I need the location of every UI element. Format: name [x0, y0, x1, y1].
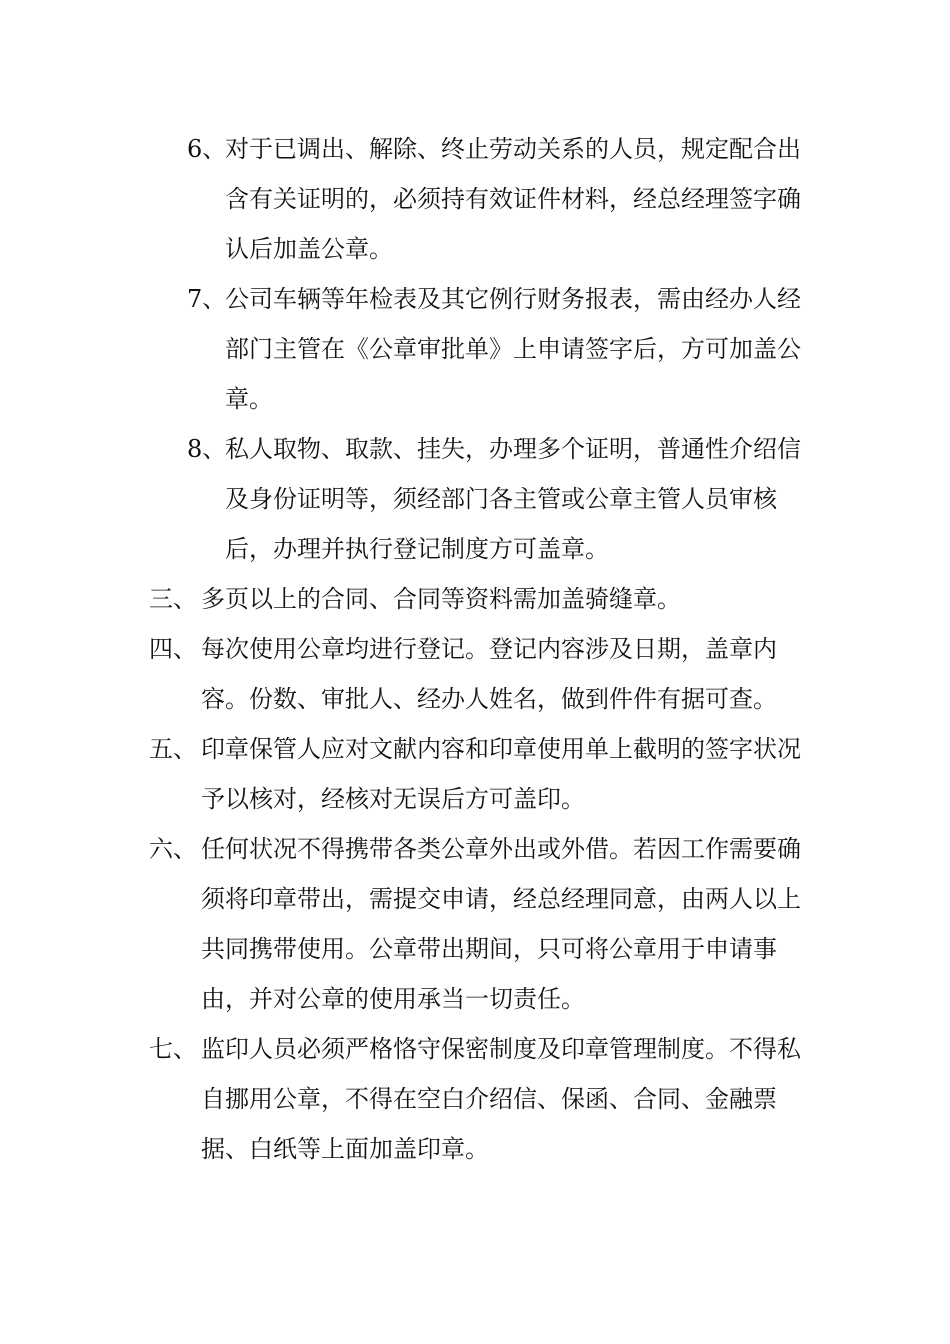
section-text: 任何状况不得携带各类公章外出或外借。若因工作需要确须将印章带出，需提交申请，经总经理同意，由两人以上共同携带使用。公章带出期间，只可将公章用于申请事由，并对公章的使用承当一切责任。 — [201, 835, 801, 1013]
section-item — [149, 624, 807, 724]
section-text: 每次使用公章均进行登记。登记内容涉及日期，盖章内容。份数、审批人、经办人姓名，做到件件有据可查。 — [201, 635, 777, 713]
section-item — [149, 1024, 807, 1174]
section-text: 多页以上的合同、合同等资料需加盖骑缝章。 — [201, 585, 681, 613]
document-body — [0, 124, 950, 1174]
section-text: 印章保管人应对文献内容和印章使用单上截明的签字状况予以核对，经核对无误后方可盖印。 — [201, 735, 801, 813]
item-number: 7、 — [187, 285, 227, 313]
item-number: 8、 — [187, 435, 227, 463]
list-item — [187, 424, 807, 574]
section-number: 三、 — [149, 585, 197, 613]
section-number: 四、 — [149, 635, 197, 663]
section-item — [149, 824, 807, 1024]
section-number: 六、 — [149, 835, 197, 863]
item-text: 对于已调出、解除、终止劳动关系的人员，规定配合出含有关证明的，必须持有效证件材料，经总经理签字确认后加盖公章。 — [225, 135, 801, 263]
list-item — [187, 124, 807, 274]
list-item — [187, 274, 807, 424]
section-number: 五、 — [149, 735, 197, 763]
item-number: 6、 — [187, 135, 227, 163]
section-item — [149, 724, 807, 824]
section-number: 七、 — [149, 1035, 197, 1063]
section-item — [149, 574, 807, 624]
item-text: 公司车辆等年检表及其它例行财务报表，需由经办人经部门主管在《公章审批单》上申请签字后，方可加盖公章。 — [225, 285, 801, 413]
item-text: 私人取物、取款、挂失，办理多个证明，普通性介绍信及身份证明等，须经部门各主管或公章主管人员审核后，办理并执行登记制度方可盖章。 — [225, 435, 801, 563]
section-text: 监印人员必须严格恪守保密制度及印章管理制度。不得私自挪用公章，不得在空白介绍信、保函、合同、金融票据、白纸等上面加盖印章。 — [201, 1035, 801, 1163]
